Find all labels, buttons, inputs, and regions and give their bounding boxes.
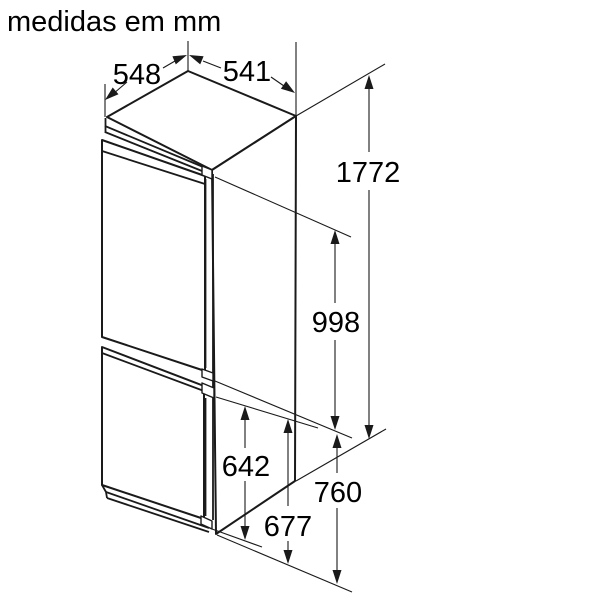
page-title: medidas em mm: [7, 6, 222, 38]
arrow-760-top: [333, 434, 342, 448]
freezer-bottom-extension: [212, 529, 262, 547]
dim-label-760: 760: [313, 477, 363, 509]
dim-label-998: 998: [311, 307, 361, 339]
dim-label-677: 677: [263, 511, 313, 543]
arrow-548-right: [172, 55, 187, 64]
fridge-door: [102, 140, 205, 371]
appliance-bottom-extension: [217, 535, 352, 592]
arrow-642-bottom: [241, 526, 250, 540]
dim-label-541: 541: [222, 56, 272, 88]
arrow-677-bottom: [284, 550, 293, 564]
arrow-541-right: [281, 81, 295, 93]
arrow-998-top: [331, 230, 340, 244]
dim-label-642: 642: [221, 451, 271, 483]
top-rear-extension: [296, 64, 385, 116]
fridge-door-bottom-corner-cap: [202, 369, 213, 381]
dim-label-1772: 1772: [335, 157, 401, 189]
dim-label-548: 548: [112, 59, 162, 91]
dimension-998: [312, 230, 360, 430]
plinth-corner-cap: [201, 516, 212, 529]
arrow-998-bottom: [331, 416, 340, 430]
arrow-760-bottom: [333, 570, 342, 584]
arrow-1772-top: [365, 75, 374, 89]
bottom-rear-extension: [296, 429, 386, 481]
dimension-1772: [336, 75, 401, 439]
arrow-541-left: [189, 55, 204, 64]
